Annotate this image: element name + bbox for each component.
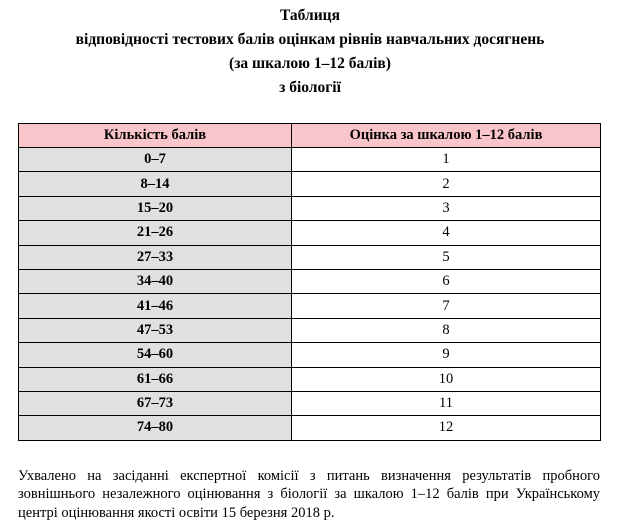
- approval-note: Ухвалено на засіданні експертної комісії з питань визначення результатів пробного зовнішнього незалежного оцінювання з біології за шкалою 1–12 балів при Українському центрі оцінювання якості освіти 15 березня 2018 р.: [18, 467, 600, 522]
- title-line-1: Таблиця: [0, 4, 620, 28]
- title-line-2: відповідності тестових балів оцінкам рівнів навчальних досягнень: [0, 28, 620, 52]
- grade-cell: 12: [292, 416, 601, 440]
- title-line-4: з біології: [0, 76, 620, 100]
- title-line-3: (за шкалою 1–12 балів): [0, 52, 620, 76]
- table-row: [19, 294, 601, 318]
- grade-cell: 6: [292, 269, 601, 293]
- header-grade: Оцінка за шкалою 1–12 балів: [292, 124, 601, 148]
- table-row: [19, 391, 601, 415]
- table-header-row: [19, 124, 601, 148]
- score-conversion-table: [18, 123, 601, 441]
- points-cell: 54–60: [19, 343, 292, 367]
- table-row: [19, 172, 601, 196]
- grade-cell: 4: [292, 221, 601, 245]
- points-cell: 47–53: [19, 318, 292, 342]
- table-row: [19, 367, 601, 391]
- grade-cell: 10: [292, 367, 601, 391]
- table-row: [19, 196, 601, 220]
- table-row: [19, 269, 601, 293]
- table-row: [19, 221, 601, 245]
- header-points: Кількість балів: [19, 124, 292, 148]
- document-title: [0, 4, 620, 100]
- grade-cell: 7: [292, 294, 601, 318]
- table-row: [19, 318, 601, 342]
- grade-cell: 5: [292, 245, 601, 269]
- points-cell: 74–80: [19, 416, 292, 440]
- points-cell: 21–26: [19, 221, 292, 245]
- table-row: [19, 343, 601, 367]
- grade-cell: 8: [292, 318, 601, 342]
- points-cell: 27–33: [19, 245, 292, 269]
- grade-cell: 11: [292, 391, 601, 415]
- points-cell: 8–14: [19, 172, 292, 196]
- grade-cell: 3: [292, 196, 601, 220]
- points-cell: 41–46: [19, 294, 292, 318]
- table-row: [19, 148, 601, 172]
- points-cell: 34–40: [19, 269, 292, 293]
- grade-cell: 9: [292, 343, 601, 367]
- grade-cell: 1: [292, 148, 601, 172]
- points-cell: 0–7: [19, 148, 292, 172]
- points-cell: 61–66: [19, 367, 292, 391]
- table-row: [19, 245, 601, 269]
- points-cell: 15–20: [19, 196, 292, 220]
- table-row: [19, 416, 601, 440]
- points-cell: 67–73: [19, 391, 292, 415]
- grade-cell: 2: [292, 172, 601, 196]
